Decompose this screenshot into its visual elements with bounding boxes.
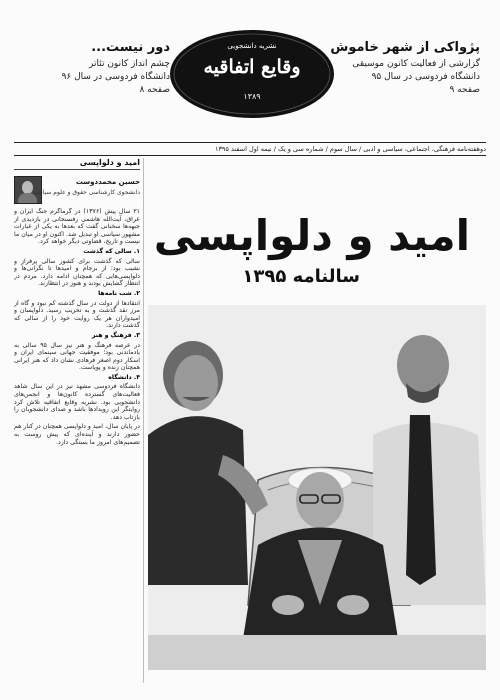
teaser-left[interactable] — [20, 40, 170, 97]
logo-year: ۱۳۸۹ — [243, 92, 261, 101]
main-headline: امید و دلواپسی — [153, 211, 470, 260]
masthead — [0, 0, 500, 140]
main-subtitle: سالنامه ۱۳۹۵ — [242, 266, 360, 287]
logo-subtitle: نشریه دانشجویی — [227, 42, 277, 50]
article-subhead: ۲. شب نامه‌ها — [98, 289, 140, 297]
teaser-right-page: صفحه ۹ — [449, 85, 480, 95]
article-subhead: ۴. دانشگاه — [108, 373, 140, 381]
article-paragraph: در پایان سال، امید و دلواپسی همچنان در کنار هم حضور دارند و آینده‌ای که پیش روست به تصمیم‌های امروز ما بستگی دارد. — [14, 423, 140, 446]
article-paragraph: انتقادها از دولت در سال گذشته کم نبود و گاه از مرز نقد گذشت و به تخریب رسید. دلواپسان و امیدواران هر یک روایت خود را از سالی که گذشت دارند. — [14, 299, 140, 330]
cover-photo-illustration — [148, 305, 486, 670]
author-box — [14, 176, 140, 202]
article-paragraph: در عرصه فرهنگ و هنر نیز سال ۹۵ سالی به یادماندنی بود؛ موفقیت جهانی سینمای ایران و اسکار دوم اصغر فرهادی نشان داد که هنر ایرانی همچنان زنده و پویاست. — [14, 341, 140, 372]
teaser-right-line: دانشگاه فردوسی در سال ۹۵ — [371, 72, 480, 82]
article-paragraph: سالی که گذشت برای کشور سالی پرفراز و نشیب بود؛ از برجام و امیدها تا نگرانی‌ها و دلواپسی‌هایی که همچنان ادامه دارد. مردم در انتظار گشایش بودند و هنوز در انتظارند. — [14, 257, 140, 288]
teaser-left-title: دور نیست... — [91, 40, 170, 55]
article-body — [14, 208, 140, 683]
logo-title: وقایع اتفاقیه — [203, 56, 301, 78]
teaser-left-page: صفحه ۸ — [139, 85, 170, 95]
author-role: دانشجوی کارشناسی حقوق و علوم سیاسی — [32, 189, 140, 196]
cover-photo — [148, 305, 486, 670]
teaser-right-title: پژواکی از شهر خاموش — [330, 40, 480, 55]
teaser-right-line: گزارشی از فعالیت کانون موسیقی — [352, 59, 480, 69]
article-paragraph: دانشگاه فردوسی مشهد نیز در این سال شاهد فعالیت‌های گسترده کانون‌ها و انجمن‌های دانشجویی بود. نشریه وقایع اتفاقیه تلاش کرد روایتگر این رویدادها باشد و صدای دانشجویان را بازتاب دهد. — [14, 383, 140, 421]
article-subhead: ۱. سالی که گذشت — [83, 247, 140, 255]
newspaper-logo — [168, 28, 336, 120]
article-subhead: ۳. فرهنگ و هنر — [91, 331, 140, 339]
article-section-head: امید و دلواپسی — [14, 158, 140, 170]
teaser-left-line: چشم انداز کانون تئاتر — [89, 59, 170, 69]
author-name: حسین محمددوست — [75, 178, 140, 186]
teaser-right[interactable] — [330, 40, 480, 97]
article-paragraph: ۲۱ سال پیش (۱۳۷۶) در گرماگرم جنگ ایران و عراق، آیت‌الله هاشمی رفسنجانی در بازدیدی از جبهه‌ها سخنانی گفت که بعدها به یکی از عبارات مشهور سیاسی او تبدیل شد. اکنون او در میان ما نیست و تاریخ، قضاوتی دیگر خواهد کرد. — [14, 208, 140, 246]
teaser-left-line: دانشگاه فردوسی در سال ۹۶ — [61, 72, 170, 82]
issue-info-bar: دوهفته‌نامه فرهنگی، اجتماعی، سیاسی و ادبی / سال سوم / شماره سی و یک / نیمه اول اسفند ۱۳۹۵ — [14, 142, 486, 156]
